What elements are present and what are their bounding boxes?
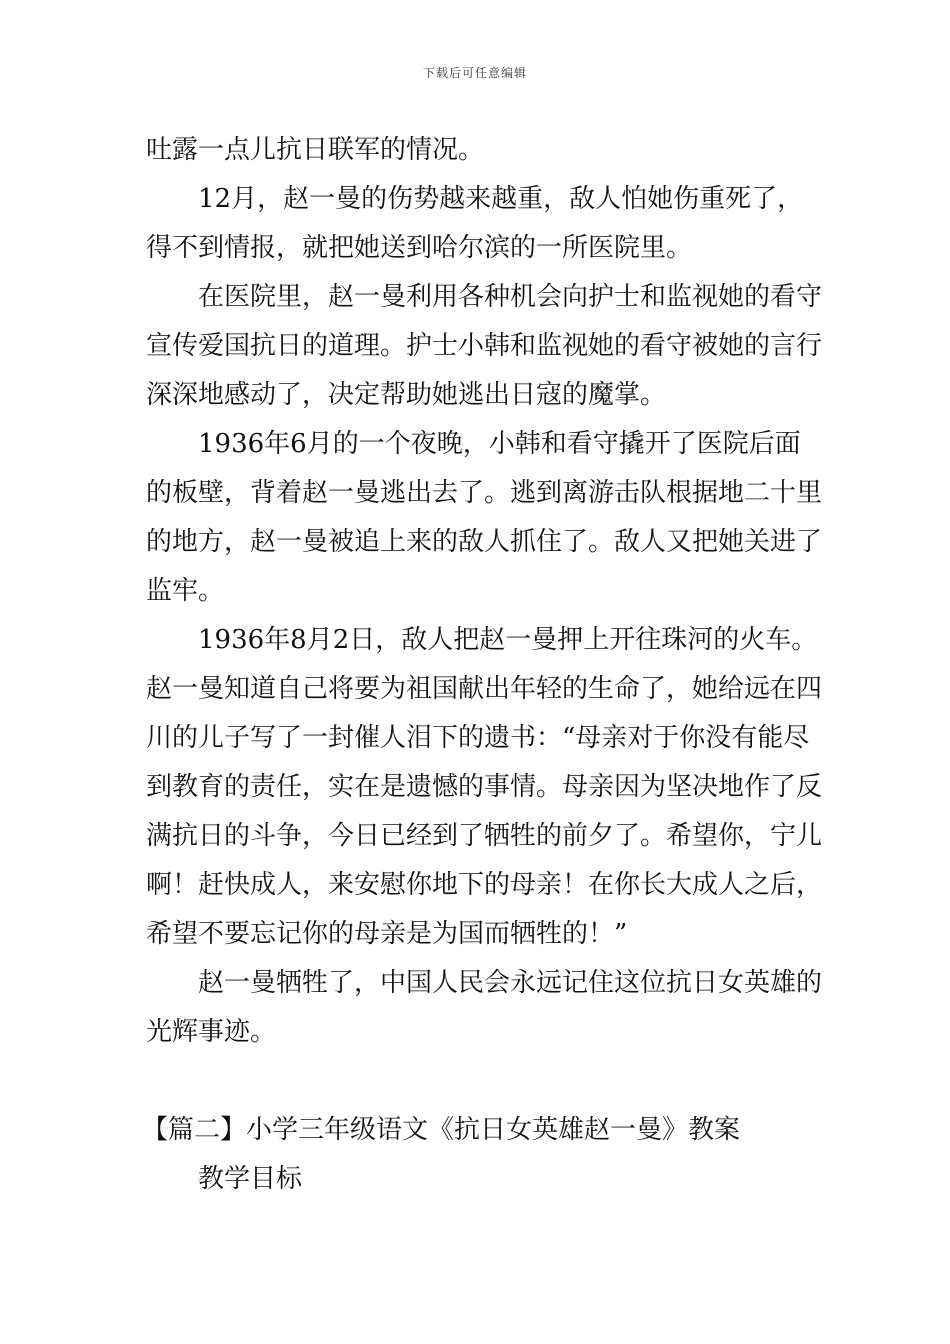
section-subheading: 教学目标 <box>198 1164 303 1194</box>
paragraph: 赵一曼牺牲了，中国人民会永远记住这位抗日女英雄的光辉事迹。 <box>146 968 823 1047</box>
document-body <box>142 126 826 1204</box>
paragraph: 1936年6月的一个夜晚，小韩和看守撬开了医院后面的板壁，背着赵一曼逃出去了。逃到离游击队根据地二十里的地方，赵一曼被追上来的敌人抓住了。敌人又把她关进了监牢。 <box>146 429 823 606</box>
paragraph: 1936年8月2日，敌人把赵一曼押上开往珠河的火车。赵一曼知道自己将要为祖国献出年轻的生命了，她给远在四川的儿子写了一封催人泪下的遗书：“母亲对于你没有能尽到教育的责任，实在是遗憾的事情。母亲因为坚决地作了反满抗日的斗争，今日已经到了牺牲的前夕了。希望你，宁儿啊！赶快成人，来安慰你地下的母亲！在你长大成人之后，希望不要忘记你的母亲是为国而牺牲的！” <box>146 625 823 949</box>
page-header-note: 下载后可任意编辑 <box>422 66 527 80</box>
paragraph: 在医院里，赵一曼利用各种机会向护士和监视她的看守宣传爱国抗日的道理。护士小韩和监视她的看守被她的言行深深地感动了，决定帮助她逃出日寇的魔掌。 <box>146 282 823 410</box>
paragraph-continuation: 吐露一点儿抗日联军的情况。 <box>146 135 485 165</box>
paragraph: 12月，赵一曼的伤势越来越重，敌人怕她伤重死了，得不到情报，就把她送到哈尔滨的一所医院里。 <box>146 184 804 263</box>
section-heading: 【篇二】小学三年级语文《抗日女英雄赵一曼》教案 <box>142 1115 741 1145</box>
